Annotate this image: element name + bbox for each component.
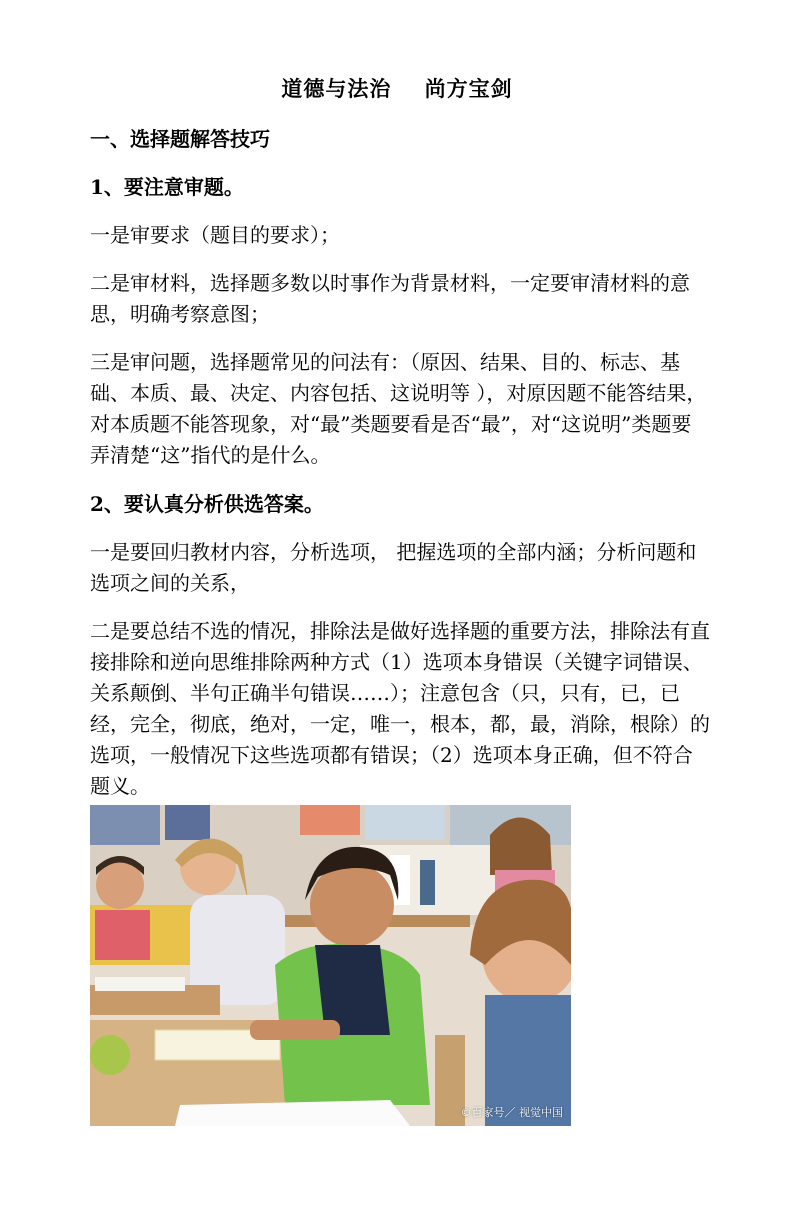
paragraph-question: 三是审问题，选择题常见的问法有：（原因、结果、目的、标志、基础、本质、最、决定、内容包括、这说明等 ），对原因题不能答结果，对本质题不能答现象，对“最”类题要看是否“最”，对“这说明”类题要弄清楚“这”指代的是什么。 [90,350,707,467]
photo-watermark: ©百家号／ 视觉中国 [460,1106,563,1119]
section-heading: 一、选择题解答技巧 [90,127,270,151]
paragraph-textbook: 一是要回归教材内容，分析选项， 把握选项的全部内涵；分析问题和选项之间的关系， [90,540,697,595]
page-title: 道德与法治 尚方宝剑 [281,76,513,101]
paragraph-elimination: 二是要总结不选的情况，排除法是做好选择题的重要方法，排除法有直接排除和逆向思维排除两种方式（1）选项本身错误（关键字词错误、关系颠倒、半句正确半句错误……）；注意包含（只，只有，已，已经，完全，彻底，绝对，一定，唯一，根本，都，最，消除，根除）的选项，一般情况下这些选项都有错误；（2）选项本身正确，但不符合题义。 [90,619,710,798]
paragraph-requirement: 一是审要求（题目的要求）； [90,223,340,247]
point-1-heading: 1、要注意审题。 [90,175,244,199]
paragraph-material: 二是审材料，选择题多数以时事作为背景材料，一定要审清材料的意思，明确考察意图； [90,271,690,326]
point-2-heading: 2、要认真分析供选答案。 [90,492,324,516]
classroom-photo [90,805,571,1126]
classroom-photo-illustration [90,805,571,1126]
